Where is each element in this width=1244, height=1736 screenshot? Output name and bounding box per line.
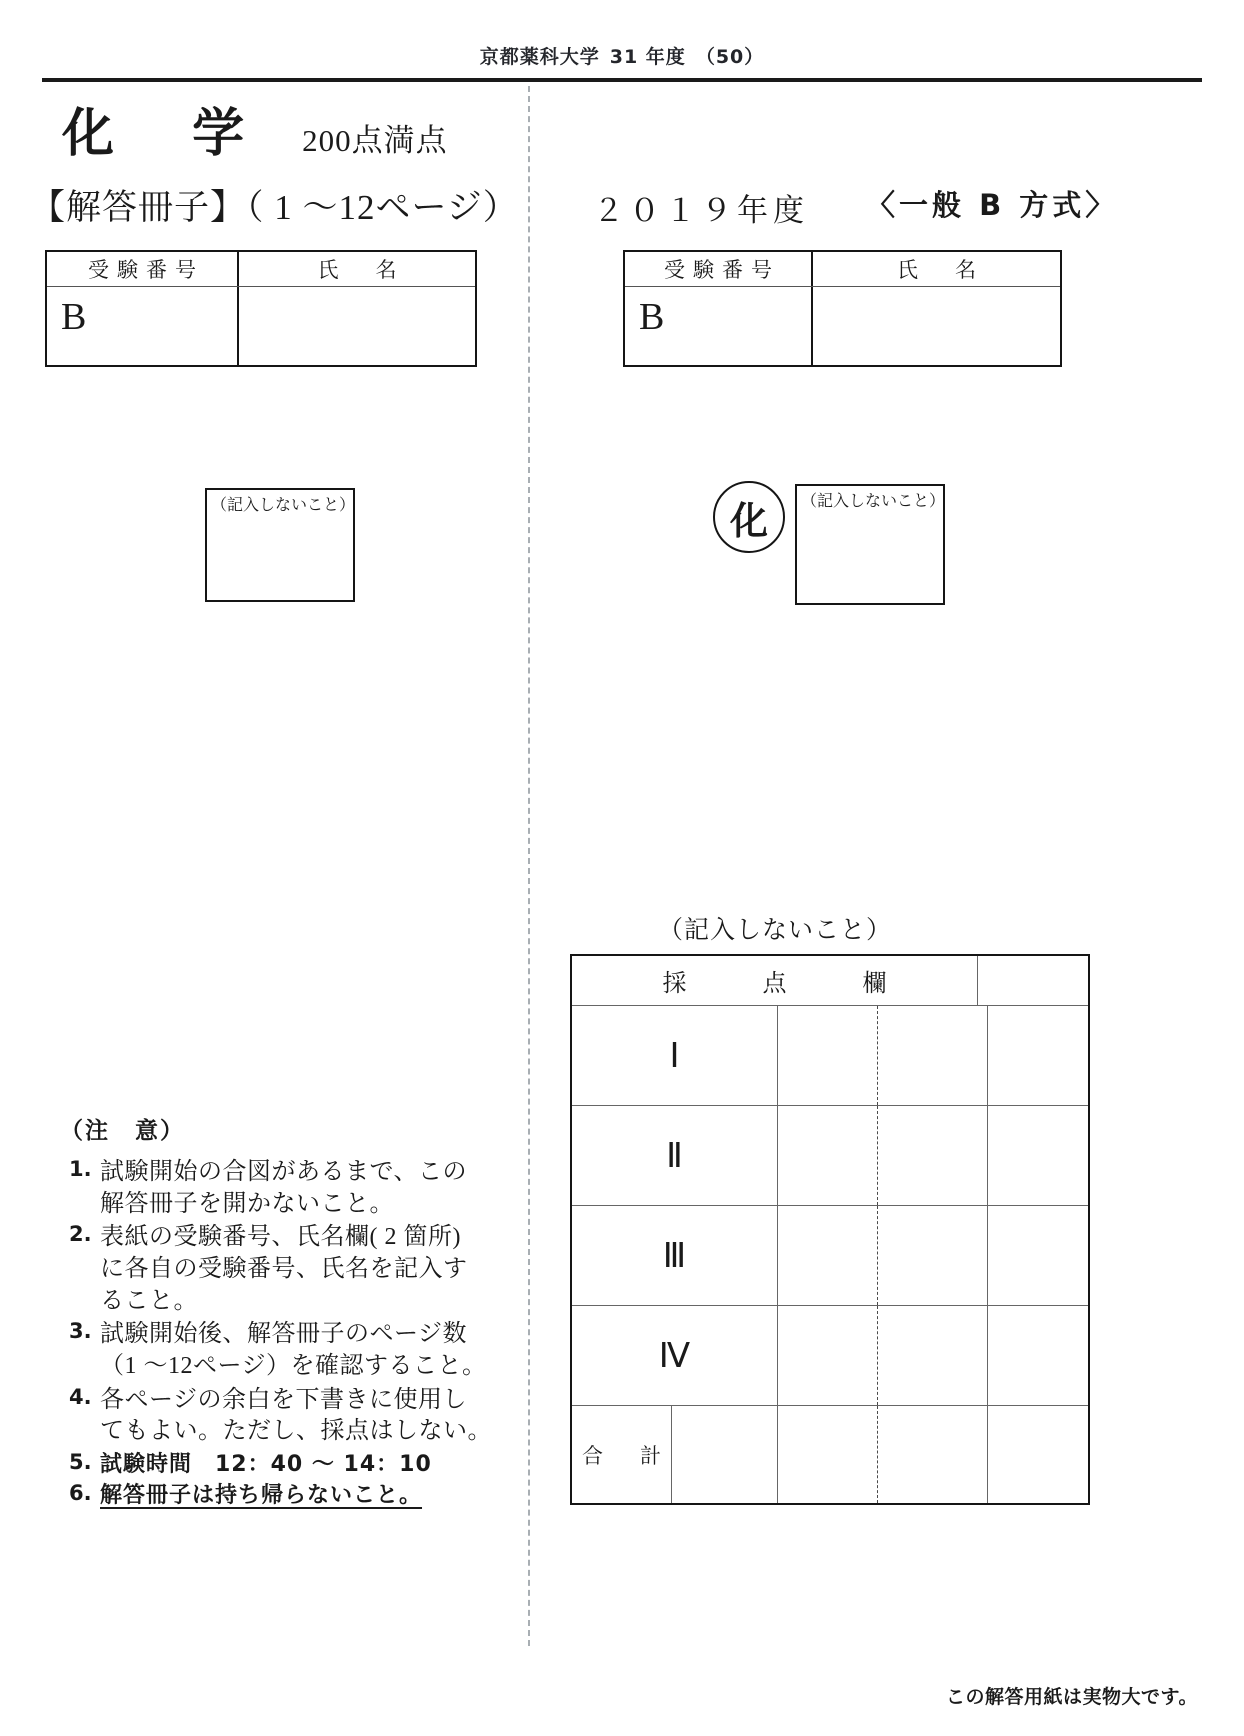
exam-number-field[interactable] (625, 287, 813, 365)
score-cell-c[interactable] (988, 1306, 1088, 1405)
note-line: （1 ～12ページ）を確認すること。 (100, 1353, 487, 1380)
note-text (100, 1222, 468, 1317)
id-header-name: 氏 名 (317, 258, 405, 282)
note-line: 解答冊子を開かないこと。 (100, 1190, 394, 1217)
id-header-name: 氏 名 (897, 258, 984, 282)
notes-section (60, 1112, 500, 1512)
score-cell-b[interactable] (878, 1306, 988, 1405)
title-block (62, 104, 448, 164)
id-header-exam-no: 受験番号 (625, 252, 813, 286)
subject-stamp-character: 化 (729, 498, 768, 543)
score-cell-b[interactable] (878, 1206, 988, 1305)
note-text-exam-time: 試験時間 12：40 ～ 14：10 (100, 1452, 432, 1478)
id-table-right (623, 250, 1062, 367)
note-number: 4. (69, 1384, 92, 1409)
table-row (572, 1306, 1088, 1406)
total-label: 合 計 (572, 1406, 672, 1503)
score-table-header-blank (978, 956, 1078, 1005)
list-item (60, 1385, 500, 1448)
score-cell-a[interactable] (778, 1006, 878, 1105)
do-not-write-box-left (205, 488, 355, 602)
id-header-exam-no: 受験番号 (47, 252, 239, 286)
exam-number-prefix: B (639, 296, 665, 338)
total-cell-blank[interactable] (672, 1406, 778, 1503)
score-cell-a[interactable] (778, 1306, 878, 1405)
note-text (100, 1385, 492, 1448)
id-table-header-row (625, 252, 1060, 287)
fold-line (528, 86, 530, 1646)
note-line: 表紙の受験番号、氏名欄( 2 箇所) (100, 1224, 461, 1251)
note-number: 3. (69, 1319, 92, 1344)
notes-title: （注 意） (60, 1118, 185, 1144)
list-item (60, 1319, 500, 1382)
id-table-left (45, 250, 477, 367)
note-line: 試験開始後、解答冊子のページ数 (100, 1321, 468, 1348)
note-text (100, 1157, 467, 1220)
name-field[interactable] (239, 287, 475, 365)
score-cell-b[interactable] (878, 1106, 988, 1205)
score-cell-c[interactable] (988, 1106, 1088, 1205)
list-item (60, 1157, 500, 1220)
table-row (572, 1006, 1088, 1106)
score-row-numeral: Ⅲ (572, 1206, 778, 1305)
note-text (100, 1319, 487, 1382)
footnote: この解答用紙は実物大です。 (946, 1686, 1198, 1708)
score-cell-c[interactable] (988, 1206, 1088, 1305)
score-table-header-row (572, 956, 1088, 1006)
note-number: 5. (69, 1450, 92, 1475)
score-row-numeral: Ⅳ (572, 1306, 778, 1405)
total-cell-a[interactable] (778, 1406, 878, 1503)
score-table-header-label: 採 点 欄 (572, 956, 978, 1005)
header-era-year: 31 年度 (609, 46, 686, 68)
total-cell-c[interactable] (988, 1406, 1088, 1503)
year-label: ２０１９年度 (593, 193, 809, 228)
booklet-label: 【解答冊子】（ 1 ～12ページ） (30, 188, 519, 227)
note-number: 1. (69, 1157, 92, 1181)
score-row-numeral: Ⅱ (572, 1106, 778, 1205)
score-cell-c[interactable] (988, 1006, 1088, 1105)
do-not-write-label: （記入しないこと） (801, 493, 946, 510)
note-line: に各自の受験番号、氏名を記入す (100, 1256, 468, 1283)
page-header (0, 42, 1244, 69)
header-page-code: （50） (695, 46, 765, 68)
score-cell-b[interactable] (878, 1006, 988, 1105)
note-number: 2. (69, 1222, 92, 1247)
exam-number-prefix: B (61, 296, 87, 338)
id-table-header-row (47, 252, 475, 287)
score-table-note: （記入しないこと） (658, 917, 893, 944)
do-not-write-label: （記入しないこと） (211, 497, 356, 514)
header-rule (42, 78, 1202, 82)
subject-title: 化 学 (62, 104, 275, 164)
do-not-write-box-right (795, 484, 945, 605)
list-item (60, 1222, 500, 1317)
table-row (572, 1206, 1088, 1306)
note-text-no-takeaway: 解答冊子は持ち帰らないこと。 (100, 1483, 423, 1509)
list-item (60, 1481, 500, 1510)
score-cell-a[interactable] (778, 1206, 878, 1305)
exam-number-field[interactable] (47, 287, 239, 365)
admission-method-label: 〈一般 B 方式〉 (866, 188, 1119, 222)
note-line: ること。 (100, 1287, 198, 1314)
score-table-total-row (572, 1406, 1088, 1503)
note-line: 試験開始の合図があるまで、この (100, 1159, 468, 1185)
subject-stamp-icon (713, 481, 785, 553)
id-table-body-row (625, 287, 1060, 365)
max-points-label: 200点満点 (302, 123, 448, 158)
total-cell-b[interactable] (878, 1406, 988, 1503)
list-item (60, 1450, 500, 1479)
score-table (570, 954, 1090, 1505)
id-table-body-row (47, 287, 475, 365)
note-number: 6. (69, 1481, 92, 1506)
name-field[interactable] (813, 287, 1060, 365)
note-line: てもよい。ただし、採点はしない。 (100, 1418, 492, 1445)
header-university: 京都薬科大学 (479, 46, 600, 68)
note-line: 各ページの余白を下書きに使用し (100, 1386, 468, 1413)
table-row (572, 1106, 1088, 1206)
score-row-numeral: Ⅰ (572, 1006, 778, 1105)
score-cell-a[interactable] (778, 1106, 878, 1205)
